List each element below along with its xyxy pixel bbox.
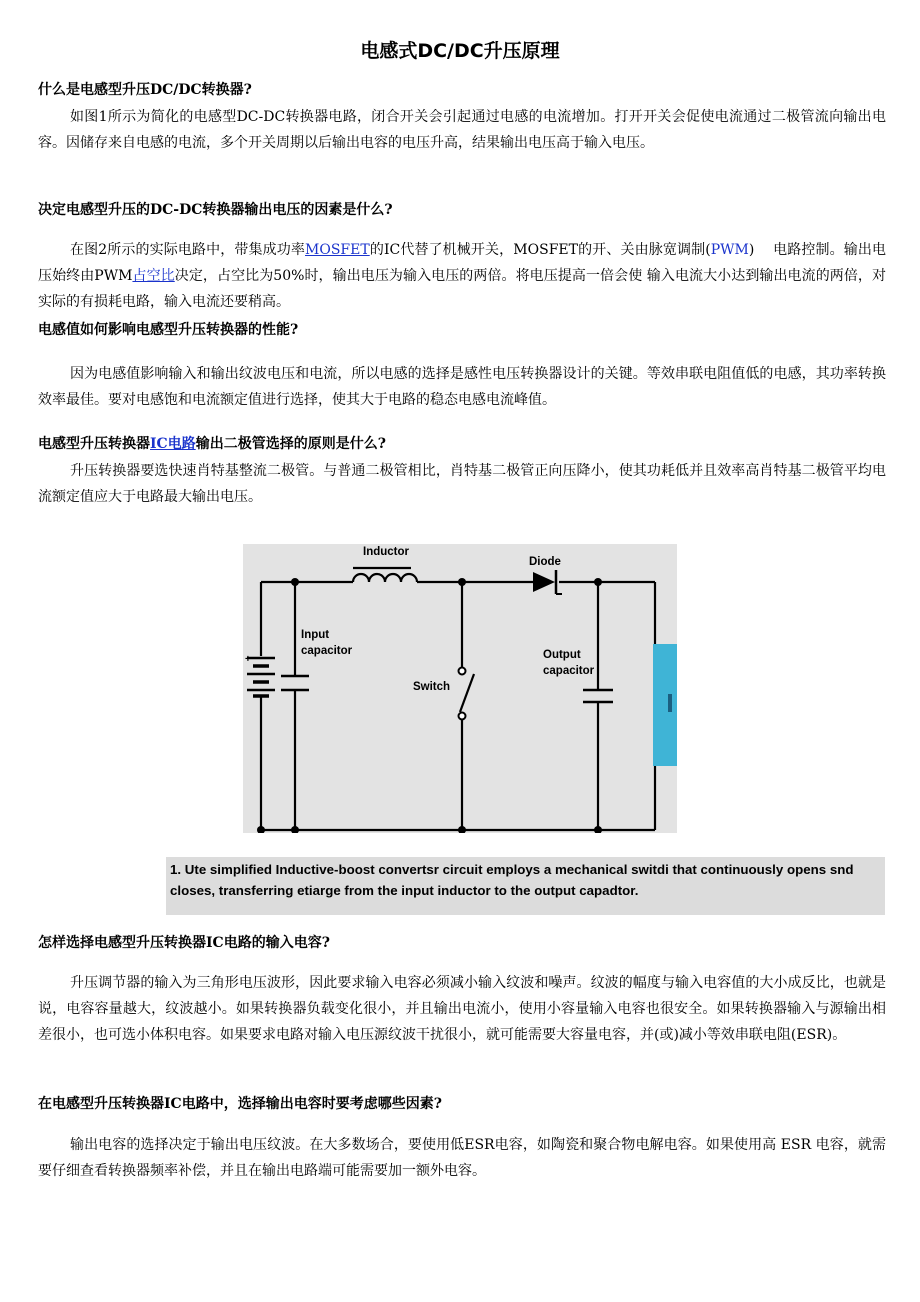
section-body-input-capacitor: 升压调节器的输入为三角形电压波形，因此要求输入电容必须减小输入纹波和噪声。纹波的幅度与输入电容值的大小成反比，也就是说，电容容量越大，纹波越小。如果转换器负载变化很小，并且输出电流小，使用小容量输入电容也很安全。如果转换器输入与源输出相差很小，也可选小体积电容。如果要求电路对输入电压源纹波干扰很小，就可能需要大容量电容，并(或)减小等效串联电阻(ESR)。 [38, 975, 886, 1043]
section-heading-output-capacitor: 在电感型升压转换器IC电路中，选择输出电容时要考虑哪些因素? [38, 1096, 442, 1112]
section-body-what-is: 如图1所示为简化的电感型DC-DC转换器电路，闭合开关会引起通过电感的电流增加。打开开关会促使电流通过二极管流向输出电容。因储存来自电感的电流，多个开关周期以后输出电容的电压升高，结果输出电压高于输入电压。 [38, 109, 886, 151]
section-heading-inductance: 电感值如何影响电感型升压转换器的性能? [38, 322, 299, 338]
section-heading-diode [38, 434, 888, 454]
load-mark [668, 694, 672, 712]
ic-circuit-link[interactable]: IC电路 [150, 436, 196, 452]
boost-circuit-diagram [243, 544, 677, 833]
junction-dot [458, 578, 466, 586]
section-body-output-voltage [38, 237, 886, 315]
junction-dot [257, 826, 265, 833]
body-text: 决定，占空比为50%时，输出电压为输入电压的两倍。将电压提高一倍会使 输入电流大小达到输出电流的两倍，对实际的有损耗电路，输入电流还要稍高。 [38, 268, 886, 310]
pwm-link[interactable]: PWM [710, 242, 749, 258]
diode-label: Diode [529, 556, 561, 568]
section-heading-what-is: 什么是电感型升压DC/DC转换器? [38, 82, 252, 98]
heading-text: 电感型升压转换器 [38, 436, 150, 452]
inductor-coil [353, 574, 417, 582]
switch-blade [460, 674, 474, 712]
heading-text: 输出二极管选择的原则是什么? [195, 436, 386, 452]
body-text: ) 电路控制。输出电压始终由PWM [38, 242, 886, 284]
input-capacitor-label-2: capacitor [301, 645, 353, 657]
section-heading-output-voltage: 决定电感型升压的DC-DC转换器输出电压的因素是什么? [38, 202, 393, 218]
body-text: 在图2所示的实际电路中，带集成功率 [70, 242, 306, 258]
section-heading-input-capacitor: 怎样选择电感型升压转换器IC电路的输入电容? [38, 935, 330, 951]
section-body-output-capacitor: 输出电容的选择决定于输出电压纹波。在大多数场合，要使用低ESR电容，如陶瓷和聚合物电解电容。如果使用高 ESR 电容，就需要仔细查看转换器频率补偿，并且在输出电路端可能需要加一额外电容。 [38, 1137, 886, 1179]
mosfet-link[interactable]: MOSFET [305, 242, 370, 258]
document-title: 电感式DC/DC升压原理 [360, 40, 560, 62]
duty-cycle-link[interactable]: 占空比 [132, 268, 175, 284]
section-body-inductance: 因为电感值影响输入和输出纹波电压和电流，所以电感的选择是感性电压转换器设计的关键。等效串联电阻值低的电感，其功率转换效率最佳。要对电感饱和电流额定值进行选择，使其大于电路的稳态电感电流峰值。 [38, 366, 886, 408]
output-capacitor-label-1: Output [543, 649, 581, 661]
junction-dot [291, 826, 299, 833]
diode-symbol [533, 570, 562, 594]
switch-contact [459, 713, 466, 720]
switch-label: Switch [413, 681, 451, 693]
output-capacitor-label-2: capacitor [543, 665, 595, 677]
junction-dot [594, 826, 602, 833]
section-body-diode: 升压转换器要选快速肖特基整流二极管。与普通二极管相比，肖特基二极管正向压降小，使其功耗低并且效率高肖特基二极管平均电流额定值应大于电路最大输出电压。 [38, 463, 886, 505]
figure-caption: 1. Ute simplified Inductive-boost convertsr circuit employs a mechanical switdi that continuously opens snd closes, transferring etiarge from the input inductor to the output capadtor. [166, 857, 885, 915]
junction-dot [291, 578, 299, 586]
inductor-label: Inductor [363, 546, 409, 558]
switch-contact [459, 668, 466, 675]
junction-dot [458, 826, 466, 833]
battery-plus-label: + [245, 654, 251, 665]
input-capacitor-label-1: Input [301, 629, 330, 641]
load-block [653, 644, 677, 766]
junction-dot [594, 578, 602, 586]
body-text: 的IC代替了机械开关，MOSFET的开、关由脉宽调制( [369, 242, 711, 258]
diode-triangle [533, 572, 555, 592]
circuit-figure [243, 544, 677, 833]
